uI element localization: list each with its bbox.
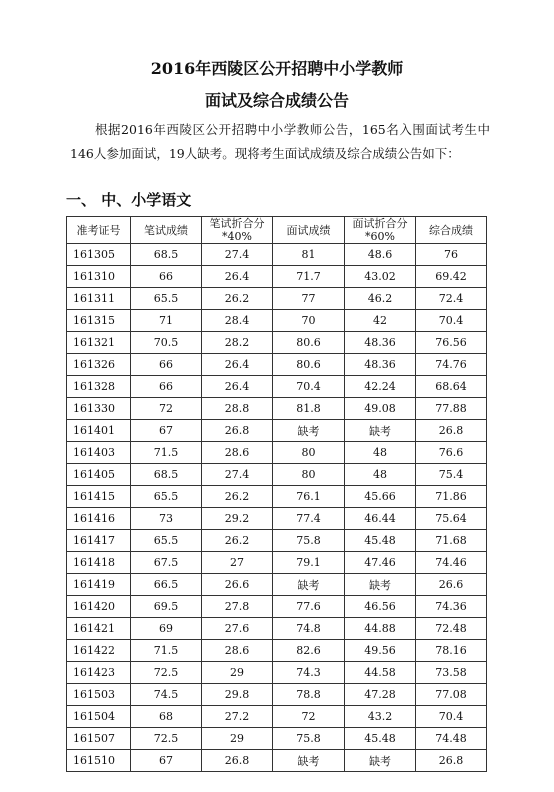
table-cell: 75.8 — [273, 728, 345, 750]
table-cell: 161423 — [67, 662, 131, 684]
table-cell: 缺考 — [273, 750, 345, 772]
table-header-row — [67, 217, 487, 244]
table-cell: 72 — [131, 398, 202, 420]
table-cell: 69.5 — [131, 596, 202, 618]
table-row — [67, 750, 487, 772]
column-header: 笔试成绩 — [131, 217, 202, 244]
table-cell: 44.58 — [345, 662, 416, 684]
table-row — [67, 530, 487, 552]
table-cell: 44.88 — [345, 618, 416, 640]
table-row — [67, 640, 487, 662]
table-cell: 81.8 — [273, 398, 345, 420]
table-cell: 48.6 — [345, 244, 416, 266]
table-cell: 161305 — [67, 244, 131, 266]
table-cell: 76 — [416, 244, 487, 266]
table-cell: 72.4 — [416, 288, 487, 310]
table-cell: 69.42 — [416, 266, 487, 288]
table-cell: 70.5 — [131, 332, 202, 354]
table-cell: 161504 — [67, 706, 131, 728]
table-cell: 42.24 — [345, 376, 416, 398]
table-cell: 66 — [131, 266, 202, 288]
table-cell: 47.28 — [345, 684, 416, 706]
table-cell: 161310 — [67, 266, 131, 288]
table-cell: 68 — [131, 706, 202, 728]
table-row — [67, 618, 487, 640]
column-header: 面试折合分 *60% — [345, 217, 416, 244]
table-cell: 26.6 — [416, 574, 487, 596]
table-cell: 27.6 — [202, 618, 273, 640]
table-cell: 161328 — [67, 376, 131, 398]
table-row — [67, 266, 487, 288]
table-row — [67, 508, 487, 530]
table-cell: 47.46 — [345, 552, 416, 574]
table-cell: 73 — [131, 508, 202, 530]
table-cell: 缺考 — [345, 574, 416, 596]
table-row — [67, 728, 487, 750]
table-row — [67, 354, 487, 376]
column-header: 面试成绩 — [273, 217, 345, 244]
table-cell: 缺考 — [345, 750, 416, 772]
table-cell: 80.6 — [273, 332, 345, 354]
table-body — [67, 244, 487, 772]
table-cell: 161419 — [67, 574, 131, 596]
table-cell: 46.2 — [345, 288, 416, 310]
column-header: 准考证号 — [67, 217, 131, 244]
table-cell: 69 — [131, 618, 202, 640]
table-cell: 26.4 — [202, 376, 273, 398]
table-cell: 28.8 — [202, 398, 273, 420]
table-row — [67, 398, 487, 420]
table-cell: 26.2 — [202, 530, 273, 552]
table-cell: 66.5 — [131, 574, 202, 596]
table-cell: 29.2 — [202, 508, 273, 530]
table-row — [67, 288, 487, 310]
table-cell: 26.4 — [202, 266, 273, 288]
table-cell: 26.8 — [202, 420, 273, 442]
table-cell: 161417 — [67, 530, 131, 552]
table-row — [67, 310, 487, 332]
table-row — [67, 574, 487, 596]
table-cell: 49.56 — [345, 640, 416, 662]
table-cell: 49.08 — [345, 398, 416, 420]
table-cell: 79.1 — [273, 552, 345, 574]
table-cell: 161510 — [67, 750, 131, 772]
table-cell: 78.16 — [416, 640, 487, 662]
table-cell: 26.8 — [416, 420, 487, 442]
table-cell: 缺考 — [273, 574, 345, 596]
table-cell: 161421 — [67, 618, 131, 640]
table-cell: 161330 — [67, 398, 131, 420]
table-cell: 26.6 — [202, 574, 273, 596]
table-cell: 161420 — [67, 596, 131, 618]
table-cell: 161416 — [67, 508, 131, 530]
table-cell: 71.86 — [416, 486, 487, 508]
table-cell: 72.5 — [131, 728, 202, 750]
table-cell: 27 — [202, 552, 273, 574]
table-cell: 80.6 — [273, 354, 345, 376]
table-row — [67, 376, 487, 398]
table-cell: 26.8 — [202, 750, 273, 772]
table-cell: 71.68 — [416, 530, 487, 552]
table-cell: 46.56 — [345, 596, 416, 618]
table-cell: 26.2 — [202, 486, 273, 508]
table-cell: 77 — [273, 288, 345, 310]
table-row — [67, 442, 487, 464]
table-cell: 74.5 — [131, 684, 202, 706]
table-cell: 68.5 — [131, 244, 202, 266]
table-cell: 72.48 — [416, 618, 487, 640]
table-cell: 68.64 — [416, 376, 487, 398]
table-cell: 161326 — [67, 354, 131, 376]
table-cell: 28.6 — [202, 442, 273, 464]
table-cell: 26.2 — [202, 288, 273, 310]
table-cell: 70.4 — [416, 706, 487, 728]
table-cell: 76.56 — [416, 332, 487, 354]
table-cell: 72 — [273, 706, 345, 728]
table-cell: 161507 — [67, 728, 131, 750]
table-cell: 48.36 — [345, 354, 416, 376]
intro-paragraph: 根据2016年西陵区公开招聘中小学教师公告，165名入围面试考生中146人参加面试，19人缺考。现将考生面试成绩及综合成绩公告如下： — [70, 122, 490, 161]
table-cell: 70 — [273, 310, 345, 332]
table-cell: 75.8 — [273, 530, 345, 552]
table-cell: 67 — [131, 750, 202, 772]
table-row — [67, 420, 487, 442]
table-cell: 67 — [131, 420, 202, 442]
table-cell: 43.2 — [345, 706, 416, 728]
table-row — [67, 244, 487, 266]
table-cell: 42 — [345, 310, 416, 332]
table-cell: 74.46 — [416, 552, 487, 574]
table-cell: 161321 — [67, 332, 131, 354]
table-cell: 46.44 — [345, 508, 416, 530]
table-cell: 75.4 — [416, 464, 487, 486]
table-cell: 66 — [131, 376, 202, 398]
table-row — [67, 552, 487, 574]
table-cell: 161422 — [67, 640, 131, 662]
table-cell: 70.4 — [416, 310, 487, 332]
column-header: 综合成绩 — [416, 217, 487, 244]
score-table — [66, 216, 487, 772]
table-cell: 74.3 — [273, 662, 345, 684]
table-row — [67, 706, 487, 728]
table-cell: 70.4 — [273, 376, 345, 398]
table-cell: 28.6 — [202, 640, 273, 662]
table-cell: 161503 — [67, 684, 131, 706]
table-cell: 29.8 — [202, 684, 273, 706]
table-cell: 161403 — [67, 442, 131, 464]
table-cell: 76.1 — [273, 486, 345, 508]
table-cell: 161401 — [67, 420, 131, 442]
column-header: 笔试折合分 *40% — [202, 217, 273, 244]
table-cell: 82.6 — [273, 640, 345, 662]
table-cell: 48.36 — [345, 332, 416, 354]
table-cell: 65.5 — [131, 288, 202, 310]
table-cell: 66 — [131, 354, 202, 376]
table-cell: 74.8 — [273, 618, 345, 640]
table-cell: 48 — [345, 442, 416, 464]
table-cell: 71.5 — [131, 442, 202, 464]
table-cell: 76.6 — [416, 442, 487, 464]
table-cell: 71.7 — [273, 266, 345, 288]
table-cell: 161418 — [67, 552, 131, 574]
table-cell: 缺考 — [345, 420, 416, 442]
table-cell: 45.48 — [345, 530, 416, 552]
table-cell: 77.08 — [416, 684, 487, 706]
table-cell: 161415 — [67, 486, 131, 508]
table-cell: 45.66 — [345, 486, 416, 508]
table-cell: 161405 — [67, 464, 131, 486]
table-cell: 27.4 — [202, 244, 273, 266]
table-cell: 74.36 — [416, 596, 487, 618]
table-cell: 27.4 — [202, 464, 273, 486]
table-row — [67, 684, 487, 706]
title-line-2: 面试及综合成绩公告 — [204, 91, 349, 110]
table-cell: 77.6 — [273, 596, 345, 618]
table-cell: 65.5 — [131, 486, 202, 508]
table-cell: 27.8 — [202, 596, 273, 618]
table-cell: 26.4 — [202, 354, 273, 376]
table-cell: 161315 — [67, 310, 131, 332]
table-cell: 65.5 — [131, 530, 202, 552]
table-row — [67, 332, 487, 354]
table-cell: 161311 — [67, 288, 131, 310]
table-cell: 68.5 — [131, 464, 202, 486]
table-cell: 71.5 — [131, 640, 202, 662]
table-cell: 74.76 — [416, 354, 487, 376]
table-cell: 74.48 — [416, 728, 487, 750]
table-cell: 72.5 — [131, 662, 202, 684]
table-cell: 77.4 — [273, 508, 345, 530]
table-cell: 28.4 — [202, 310, 273, 332]
table-cell: 缺考 — [273, 420, 345, 442]
table-cell: 71 — [131, 310, 202, 332]
table-cell: 80 — [273, 464, 345, 486]
table-cell: 26.8 — [416, 750, 487, 772]
table-cell: 48 — [345, 464, 416, 486]
table-cell: 77.88 — [416, 398, 487, 420]
table-cell: 81 — [273, 244, 345, 266]
table-cell: 78.8 — [273, 684, 345, 706]
table-row — [67, 596, 487, 618]
table-cell: 67.5 — [131, 552, 202, 574]
table-cell: 29 — [202, 728, 273, 750]
table-cell: 29 — [202, 662, 273, 684]
section-heading: 一、 中、小学语文 — [66, 191, 192, 209]
table-cell: 28.2 — [202, 332, 273, 354]
table-cell: 75.64 — [416, 508, 487, 530]
table-cell: 27.2 — [202, 706, 273, 728]
table-cell: 45.48 — [345, 728, 416, 750]
table-cell: 80 — [273, 442, 345, 464]
title-line-1: 2016年西陵区公开招聘中小学教师 — [150, 59, 404, 78]
table-row — [67, 662, 487, 684]
table-row — [67, 486, 487, 508]
table-cell: 43.02 — [345, 266, 416, 288]
table-row — [67, 464, 487, 486]
table-cell: 73.58 — [416, 662, 487, 684]
